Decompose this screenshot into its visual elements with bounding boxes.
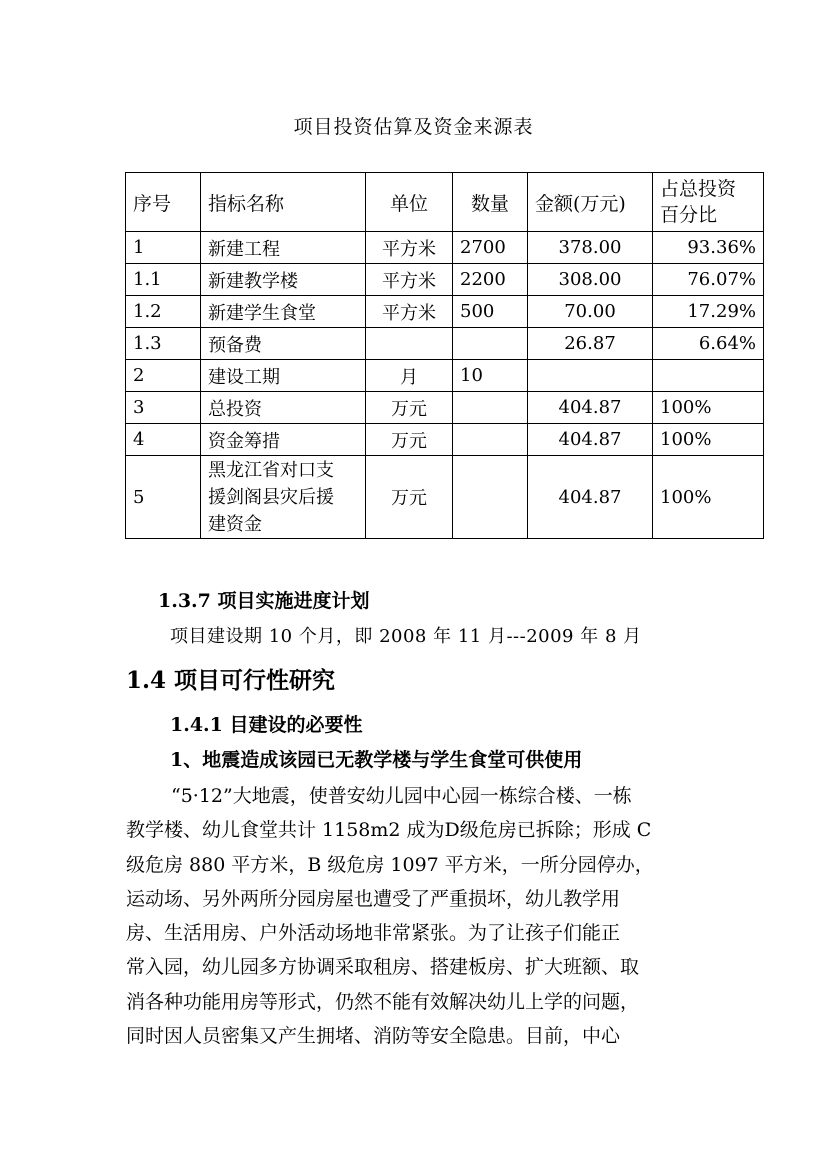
cell-qty: 2700: [453, 232, 528, 264]
table-row: [126, 424, 764, 456]
cell-name: 建设工期: [201, 360, 366, 392]
cell-name: 新建工程: [201, 232, 366, 264]
header-pct-line1: 占总投资: [660, 178, 737, 200]
cell-amount: [528, 360, 653, 392]
sub-heading-earthquake: 1、地震造成该园已无教学楼与学生食堂可供使用: [170, 749, 583, 771]
cell-no: 1.3: [126, 328, 201, 360]
cell-pct: 93.36%: [653, 232, 764, 264]
paragraph-line: 同时因人员密集又产生拥堵、消防等安全隐患。目前，中心: [126, 1025, 621, 1048]
table-row: [126, 360, 764, 392]
cell-amount: 378.00: [528, 232, 653, 264]
cell-pct: 17.29%: [653, 296, 764, 328]
table-title: 项目投资估算及资金来源表: [293, 116, 534, 138]
cell-name: [201, 456, 366, 539]
header-qty: 数量: [453, 173, 528, 232]
cell-amount: 404.87: [528, 424, 653, 456]
paragraph-line: 消各种功能用房等形式，仍然不能有效解决幼儿上学的问题，: [126, 990, 640, 1013]
cell-name: 总投资: [201, 392, 366, 424]
cell-qty: [453, 424, 528, 456]
paragraph-line: “5·12”大地震，使普安幼儿园中心园一栋综合楼、一栋: [171, 785, 632, 807]
cell-no: 1.2: [126, 296, 201, 328]
investment-table: [125, 172, 764, 539]
cell-qty: [453, 456, 528, 539]
cell-qty: 10: [453, 360, 528, 392]
cell-name: 资金筹措: [201, 424, 366, 456]
cell-pct: 6.64%: [653, 328, 764, 360]
cell-qty: 500: [453, 296, 528, 328]
cell-no: 1.1: [126, 264, 201, 296]
cell-amount: 404.87: [528, 456, 653, 539]
cell-name: 预备费: [201, 328, 366, 360]
cell-name-line: 援剑阁县灾后援: [208, 486, 334, 508]
paragraph-line: 常入园，幼儿园多方协调采取租房、搭建板房、扩大班额、取: [126, 956, 640, 979]
cell-unit: 平方米: [366, 264, 453, 296]
header-no: 序号: [126, 173, 201, 232]
header-amount: 金额(万元): [528, 173, 653, 232]
table-row: [126, 296, 764, 328]
cell-pct: 100%: [653, 456, 764, 539]
cell-no: 5: [126, 456, 201, 539]
cell-amount: 26.87: [528, 328, 653, 360]
cell-unit: 万元: [366, 456, 453, 539]
cell-name-line: 黑龙江省对口支: [208, 459, 334, 481]
cell-pct: [653, 360, 764, 392]
table-header-row: [126, 173, 764, 232]
section-heading-1-3-7: 1.3.7 项目实施进度计划: [158, 590, 370, 612]
cell-pct: 100%: [653, 424, 764, 456]
cell-name: 新建学生食堂: [201, 296, 366, 328]
cell-no: 4: [126, 424, 201, 456]
cell-qty: [453, 328, 528, 360]
cell-amount: 404.87: [528, 392, 653, 424]
paragraph-line: 房、生活用房、户外活动场地非常紧张。为了让孩子们能正: [126, 922, 621, 945]
cell-unit: 月: [366, 360, 453, 392]
header-pct-line2: 百分比: [660, 204, 718, 226]
body-paragraph: [126, 779, 696, 1053]
cell-amount: 308.00: [528, 264, 653, 296]
header-name: 指标名称: [201, 173, 366, 232]
cell-unit: 平方米: [366, 232, 453, 264]
paragraph-line: 级危房 880 平方米，B 级危房 1097 平方米，一所分园停办，: [126, 853, 654, 876]
cell-qty: 2200: [453, 264, 528, 296]
cell-no: 1: [126, 232, 201, 264]
cell-unit: [366, 328, 453, 360]
table-row: [126, 232, 764, 264]
cell-name-line: 建资金: [208, 513, 262, 535]
cell-amount: 70.00: [528, 296, 653, 328]
paragraph-line: 教学楼、幼儿食堂共计 1158m2 成为D级危房已拆除；形成 C: [126, 819, 652, 842]
table-row: [126, 328, 764, 360]
section-heading-1-4: 1.4 项目可行性研究: [126, 667, 336, 694]
table-row: [126, 392, 764, 424]
cell-unit: 万元: [366, 424, 453, 456]
schedule-text: 项目建设期 10 个月，即 2008 年 11 月---2009 年 8 月: [170, 626, 642, 647]
cell-no: 3: [126, 392, 201, 424]
table-row: [126, 456, 764, 539]
section-heading-1-4-1: 1.4.1 目建设的必要性: [170, 714, 363, 736]
cell-name: 新建教学楼: [201, 264, 366, 296]
cell-unit: 平方米: [366, 296, 453, 328]
header-unit: 单位: [366, 173, 453, 232]
header-pct: [653, 173, 764, 232]
cell-no: 2: [126, 360, 201, 392]
paragraph-line: 运动场、另外两所分园房屋也遭受了严重损坏，幼儿教学用: [126, 887, 621, 910]
cell-pct: 100%: [653, 392, 764, 424]
table-row: [126, 264, 764, 296]
cell-pct: 76.07%: [653, 264, 764, 296]
cell-unit: 万元: [366, 392, 453, 424]
cell-qty: [453, 392, 528, 424]
